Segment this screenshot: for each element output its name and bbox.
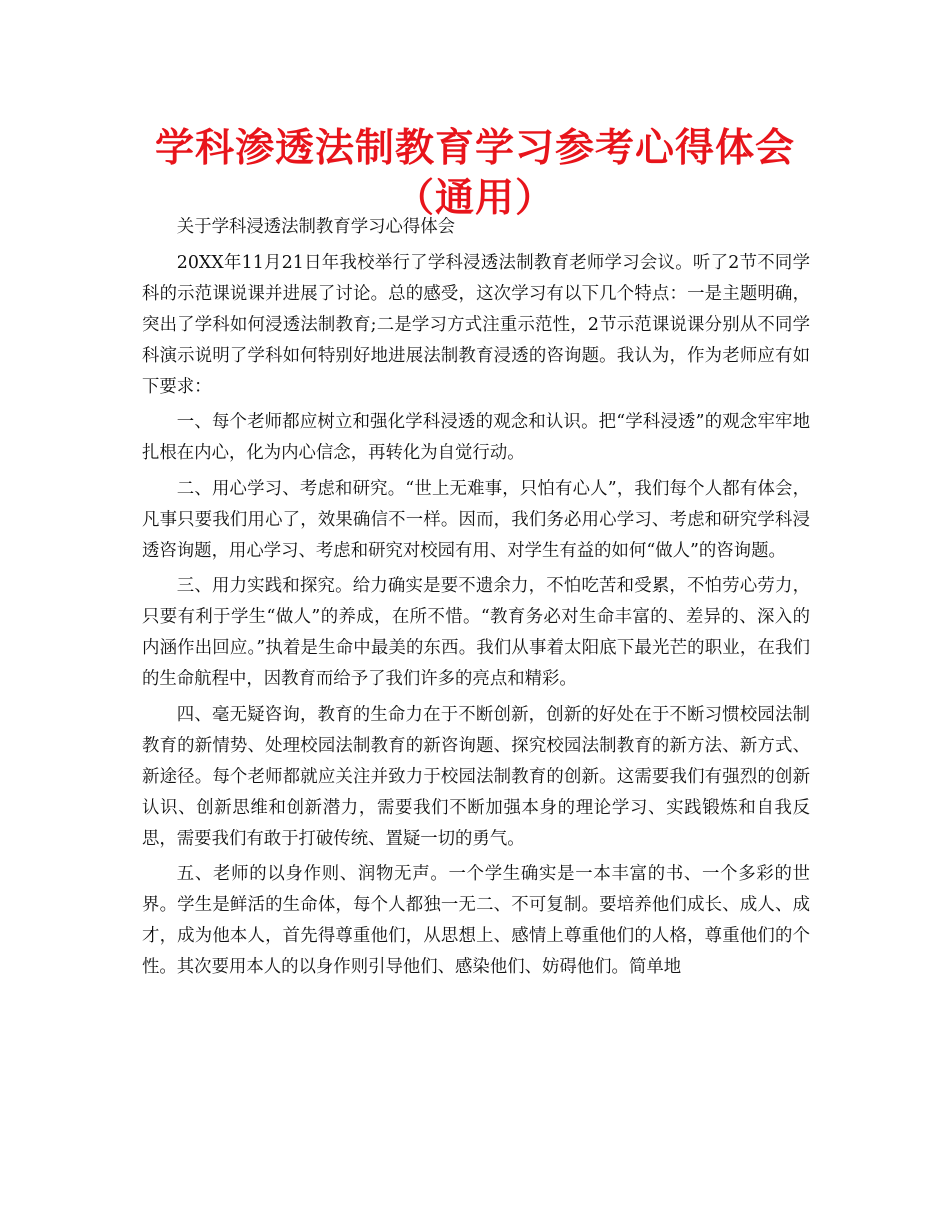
document-title: 学科渗透法制教育学习参考心得体会（通用） xyxy=(154,126,795,221)
paragraph-point-4: 四、毫无疑咨询，教育的生命力在于不断创新，创新的好处在于不断习惯校园法制教育的新情势、处理校园法制教育的新咨询题、探究校园法制教育的新方法、新方式、新途径。每个老师都就应关注并致力于校园法制教育的创新。这需要我们有强烈的创新认识、创新思维和创新潜力，需要我们不断加强本身的理论学习、实践锻炼和自我反思，需要我们有敢于打破传统、置疑一切的勇气。 xyxy=(142,704,810,849)
paragraph-point-1: 一、每个老师都应树立和强化学科浸透的观念和认识。把“学科浸透”的观念牢牢地扎根在内心，化为内心信念，再转化为自觉行动。 xyxy=(142,412,810,463)
paragraph-point-5: 五、老师的以身作则、润物无声。一个学生确实是一本丰富的书、一个多彩的世界。学生是鲜活的生命体，每个人都独一无二、不可复制。要培养他们成长、成人、成才，成为他本人，首先得尊重他们，从思想上、感情上尊重他们的人格，尊重他们的个性。其次要用本人的以身作则引导他们、感染他们、妨碍他们。简单地 xyxy=(142,864,810,977)
paragraph-point-3: 三、用力实践和探究。给力确实是要不遗余力，不怕吃苦和受累，不怕劳心劳力，只要有利于学生“做人”的养成，在所不惜。“教育务必对生命丰富的、差异的、深入的内涵作出回应。”执着是生命中最美的东西。我们从事着太阳底下最光芒的职业，在我们的生命航程中，因教育而给予了我们许多的亮点和精彩。 xyxy=(142,576,810,689)
paragraph-intro: 20XX年11月21日年我校举行了学科浸透法制教育老师学习会议。听了2节不同学科的示范课说课并进展了讨论。总的感受，这次学习有以下几个特点：一是主题明确，突出了学科如何浸透法制教育;二是学习方式注重示范性，2节示范课说课分别从不同学科演示说明了学科如何特别好地进展法制教育浸透的咨询题。我认为，作为老师应有如下要求： xyxy=(142,252,810,397)
paragraph-point-2: 二、用心学习、考虑和研究。“世上无难事，只怕有心人”，我们每个人都有体会，凡事只要我们用心了，效果确信不一样。因而，我们务必用心学习、考虑和研究学科浸透咨询题，用心学习、考虑和研究对校园有用、对学生有益的如何“做人”的咨询题。 xyxy=(142,478,810,561)
intro-heading: 关于学科浸透法制教育学习心得体会 xyxy=(176,217,456,237)
document-body xyxy=(142,212,810,988)
